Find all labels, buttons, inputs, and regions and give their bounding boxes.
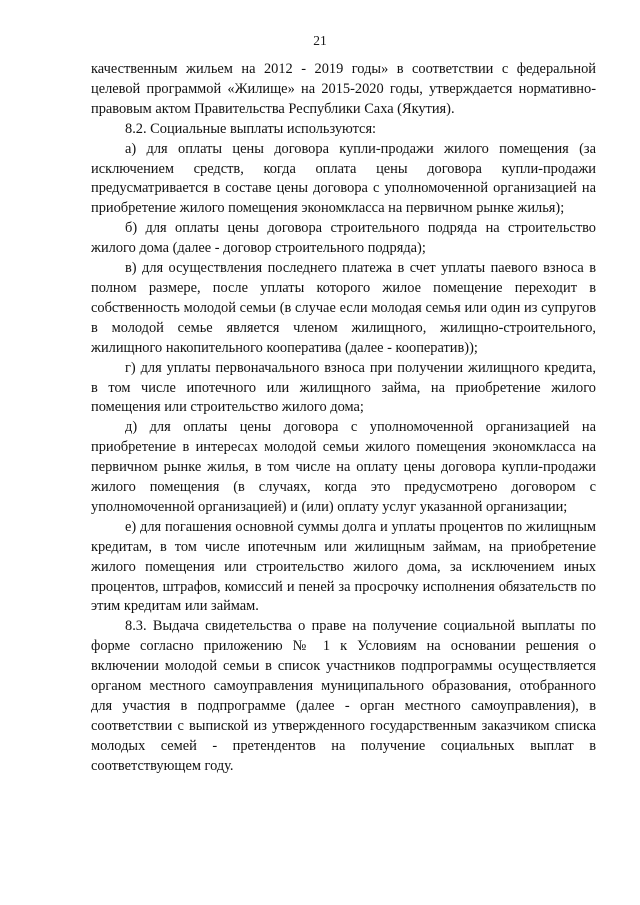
paragraph: качественным жильем на 2012 - 2019 годы» в соответствии с федеральной целевой программой «Жилище» на 2015-2020 годы, утверждается нормативно-правовым актом Правительства Республики Саха (Якутия). bbox=[91, 61, 596, 117]
paragraph: е) для погашения основной суммы долга и уплаты процентов по жилищным кредитам, в том числе ипотечным или жилищным займам, на приобретение жилого помещения или строительство жилого дома, за исключением иных процентов, штрафов, комиссий и пеней за просрочку исполнения обязательств по этим кредитам или займам. bbox=[91, 518, 596, 615]
page-number: 21 bbox=[313, 33, 327, 48]
paragraph: а) для оплаты цены договора купли-продажи жилого помещения (за исключением средств, когда оплата цены договора купли-продажи предусматривается в составе цены договора с уполномоченной организацией на приобретение жилого помещения экономкласса на первичном рынке жилья); bbox=[91, 140, 596, 217]
paragraph: д) для оплаты цены договора с уполномоченной организацией на приобретение в интересах молодой семьи жилого помещения экономкласса на первичном рынке жилья, в том числе на оплату цены договора купли-продажи жилого помещения (в случаях, когда это предусмотрено договором с уполномоченной организацией) и (или) оплату услуг указанной организации; bbox=[91, 419, 596, 515]
paragraph: 8.3. Выдача свидетельства о праве на получение социальной выплаты по форме согласно приложению № 1 к Условиям на основании решения о включении молодой семьи в список участников подпрограммы осуществляется органом местного самоуправления муниципального образования, отобранного для участия в подпрограмме (далее - орган местного самоуправления), в соответствии с выпиской из утвержденного государственным заказчиком списка молодых семей - претендентов на получение социальных выплат в соответствующем году. bbox=[91, 618, 596, 774]
paragraph: г) для уплаты первоначального взноса при получении жилищного кредита, в том числе ипотечного или жилищного займа, на приобретение жилого помещения или строительство жилого дома; bbox=[91, 359, 596, 416]
paragraph: б) для оплаты цены договора строительного подряда на строительство жилого дома (далее - договор строительного подряда); bbox=[91, 220, 596, 257]
paragraph: 8.2. Социальные выплаты используются: bbox=[125, 120, 377, 137]
paragraph: в) для осуществления последнего платежа в счет уплаты паевого взноса в полном размере, после уплаты которого жилое помещение переходит в собственность молодой семьи (в случае если молодая семья или один из супругов в молодой семье является членом жилищного, жилищно-строительного, жилищного накопительного кооператива (далее - кооператив)); bbox=[91, 260, 596, 356]
document-body bbox=[91, 60, 596, 777]
